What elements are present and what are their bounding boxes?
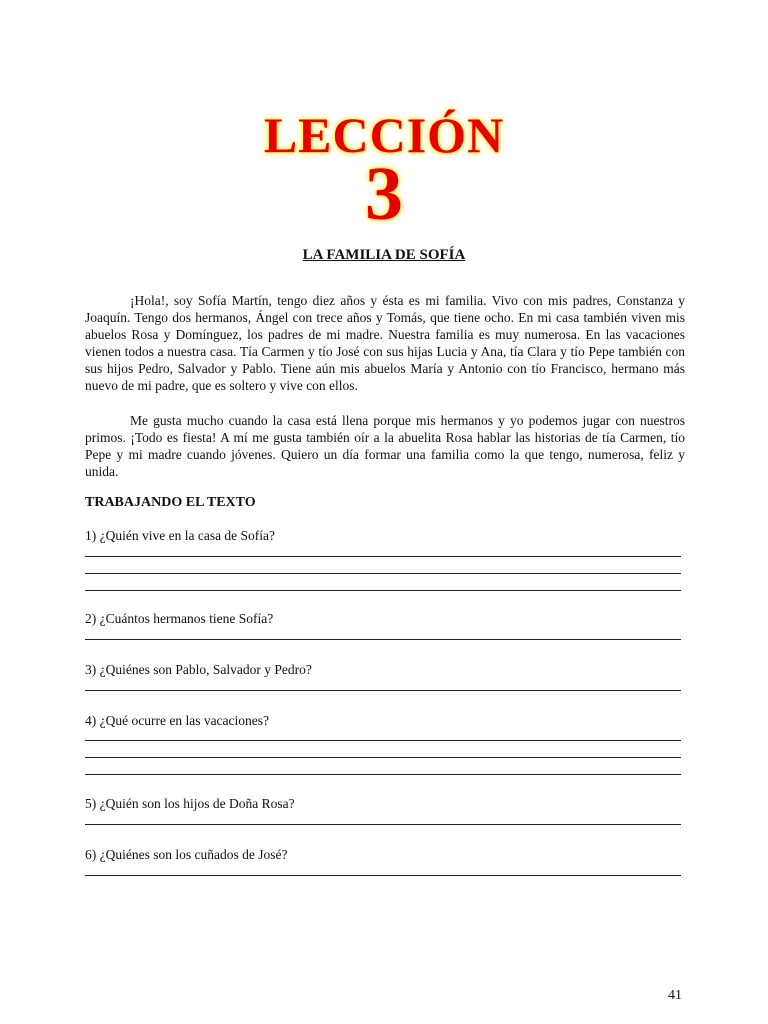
question-1: 1) ¿Quién vive en la casa de Sofía?: [85, 528, 276, 543]
reading-title: LA FAMILIA DE SOFÍA: [302, 247, 466, 263]
answer-line[interactable]: [85, 573, 681, 574]
question-4: 4) ¿Qué ocurre en las vacaciones?: [85, 713, 270, 728]
answer-line[interactable]: [85, 875, 681, 876]
reading-paragraph: ¡Hola!, soy Sofía Martín, tengo diez años y ésta es mi familia. Vivo con mis padres, Constanza y Joaquín. Tengo dos hermanos, Ángel con trece años y Tomás, que tiene ocho. En mi casa también viven mis abuelos Rosa y Domínguez, los padres de mi madre. Nuestra familia es muy numerosa. En las vacaciones vienen todos a nuestra casa. Tía Carmen y tío José con sus hijas Lucia y Ana, tía Clara y tío Pepe también con sus hijos Pedro, Salvador y Pablo. Tiene aún mis abuelos María y Antonio con tío Francisco, hermano más nuevo de mi padre, que es soltero y vive con ellos.: [85, 293, 685, 393]
answer-line[interactable]: [85, 824, 681, 825]
reading-paragraph: Me gusta mucho cuando la casa está llena porque mis hermanos y yo podemos jugar con nuestros primos. ¡Todo es fiesta! A mí me gusta también oír a la abuelita Rosa hablar las historias de tía Carmen, tío Pepe y mi madre cuando jóvenes. Quiero un día formar una familia como la que tengo, numerosa, feliz y unida.: [85, 413, 685, 479]
answer-line[interactable]: [85, 639, 681, 640]
section-title: TRABAJANDO EL TEXTO: [85, 495, 256, 510]
page-number: 41: [668, 988, 682, 1003]
question-3: 3) ¿Quiénes son Pablo, Salvador y Pedro?: [85, 662, 312, 677]
answer-line[interactable]: [85, 590, 681, 591]
answer-line[interactable]: [85, 556, 681, 557]
lesson-number: 3: [365, 152, 403, 236]
question-6: 6) ¿Quiénes son los cuñados de José?: [85, 847, 288, 862]
lesson-heading: LECCIÓN: [263, 107, 505, 163]
answer-line[interactable]: [85, 740, 681, 741]
answer-line[interactable]: [85, 757, 681, 758]
answer-line[interactable]: [85, 774, 681, 775]
question-2: 2) ¿Cuántos hermanos tiene Sofía?: [85, 611, 274, 626]
question-5: 5) ¿Quién son los hijos de Doña Rosa?: [85, 796, 295, 811]
answer-line[interactable]: [85, 690, 681, 691]
